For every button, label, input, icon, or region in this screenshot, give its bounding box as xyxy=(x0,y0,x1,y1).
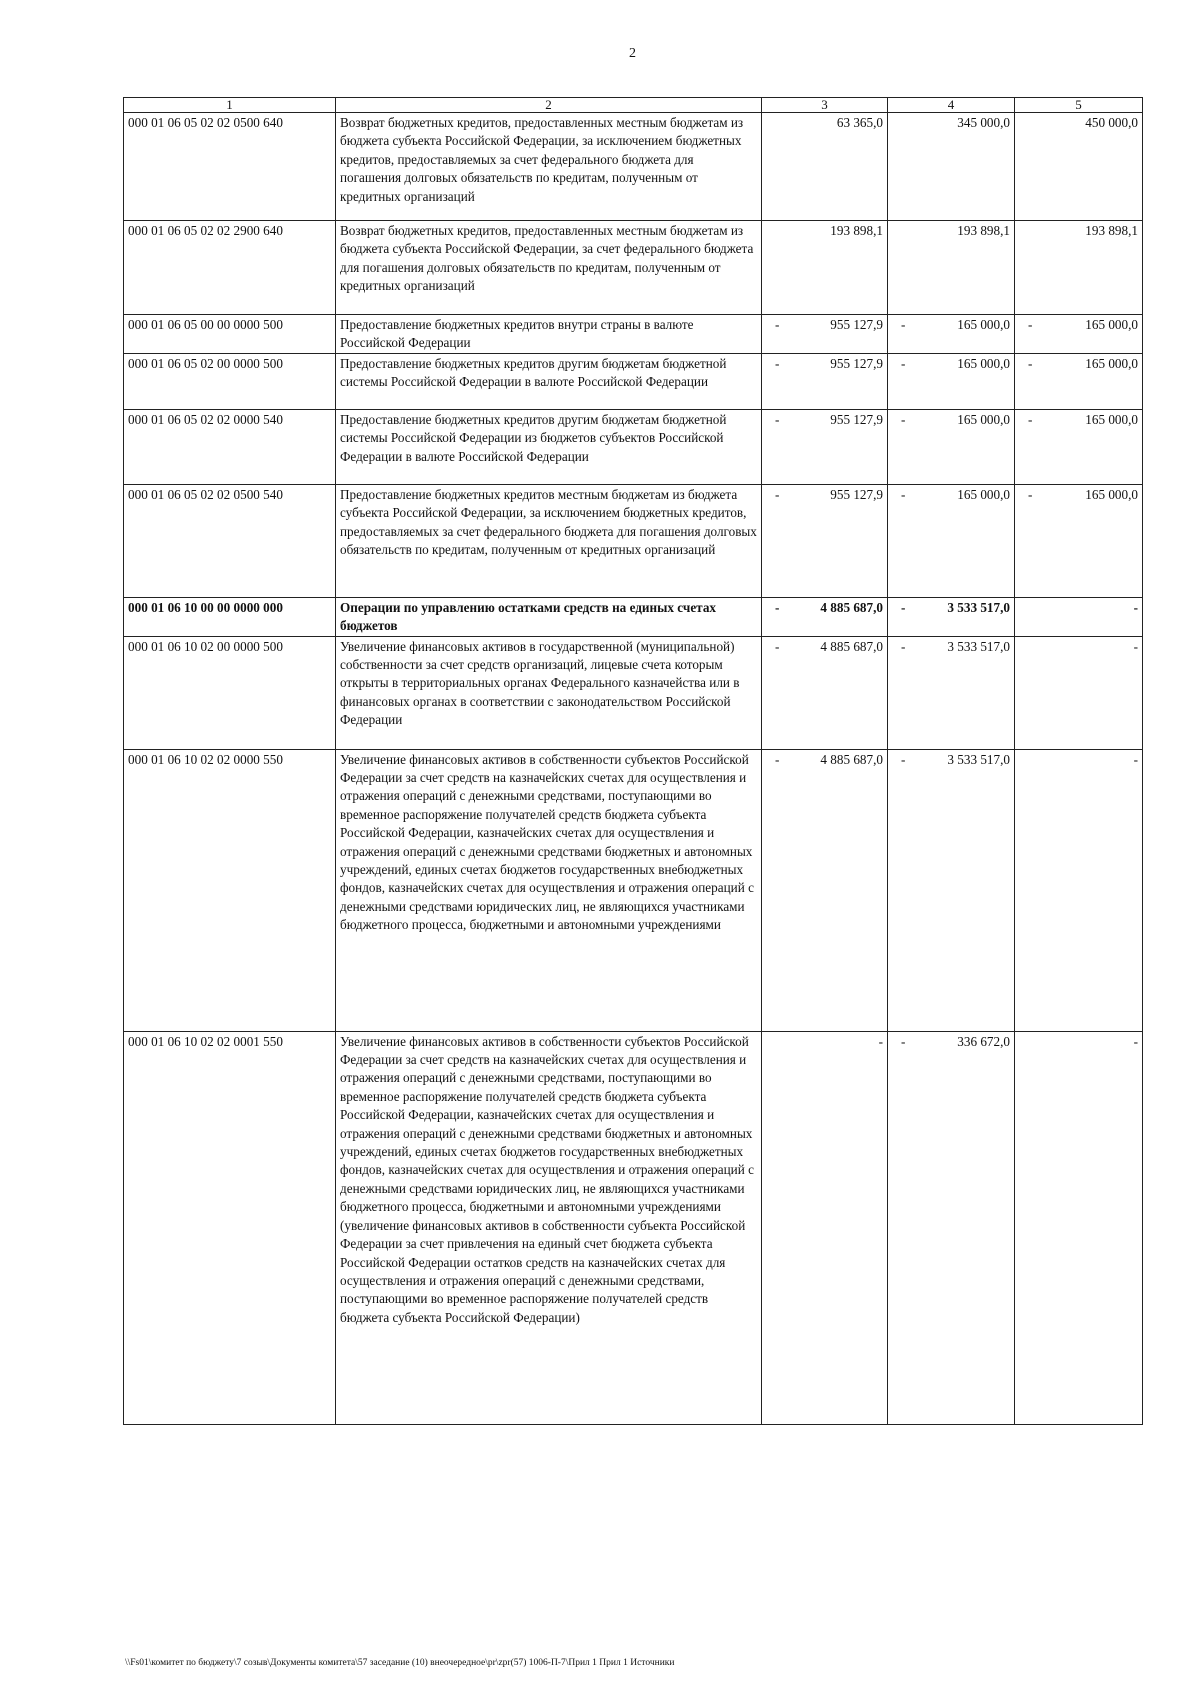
minus-sign: - xyxy=(901,317,906,332)
row-value-col5 xyxy=(1015,749,1143,1031)
row-value-col3 xyxy=(762,315,888,354)
value: 3 533 517,0 xyxy=(947,638,1010,654)
value: - xyxy=(1133,1033,1138,1049)
value: 4 885 687,0 xyxy=(820,751,883,767)
minus-sign: - xyxy=(1028,411,1033,427)
value: 955 127,9 xyxy=(830,486,883,502)
table-row xyxy=(124,315,1143,354)
table-row xyxy=(124,749,1143,1031)
table-row xyxy=(124,636,1143,749)
value: 3 533 517,0 xyxy=(947,751,1010,767)
minus-sign: - xyxy=(901,355,906,371)
minus-sign: - xyxy=(901,1033,906,1049)
value: 193 898,1 xyxy=(830,223,883,238)
value: 955 127,9 xyxy=(830,355,883,371)
minus-sign: - xyxy=(775,486,780,502)
value: 3 533 517,0 xyxy=(947,599,1010,615)
row-value-col4 xyxy=(888,113,1015,221)
column-header-3: 3 xyxy=(762,98,888,113)
minus-sign: - xyxy=(775,751,780,767)
row-description: Увеличение финансовых активов в государственной (муниципальной) собственности за счет средств организаций, лицевые счета которым открыты в территориальных органах Федерального казначейства или в финансовых органах в соответствии с законодательством Российской Федерации xyxy=(336,636,762,749)
minus-sign: - xyxy=(775,355,780,371)
minus-sign: - xyxy=(901,411,906,427)
row-code: 000 01 06 05 02 02 2900 640 xyxy=(124,221,336,315)
value: 63 365,0 xyxy=(836,115,883,130)
row-description: Предоставление бюджетных кредитов другим бюджетам бюджетной системы Российской Федерации в валюте Российской Федерации xyxy=(336,353,762,409)
value: 955 127,9 xyxy=(830,317,883,332)
row-code: 000 01 06 05 02 00 0000 500 xyxy=(124,353,336,409)
row-description: Увеличение финансовых активов в собственности субъектов Российской Федерации за счет средств на казначейских счетах для осуществления и отражения операций с денежными средствами, поступающими во временное распоряжение получателей средств бюджета субъекта Российской Федерации, казначейских счетах для осуществления и отражения операций с денежными средствами бюджетных и автономных учреждений, единых счетах бюджетов государственных внебюджетных фондов, казначейских счетах для осуществления и отражения операций с денежными средствами юридических лиц, не являющихся участниками бюджетного процесса, бюджетными и автономными учреждениями xyxy=(336,749,762,1031)
table-row xyxy=(124,1031,1143,1424)
value: 4 885 687,0 xyxy=(820,638,883,654)
row-value-col4 xyxy=(888,1031,1015,1424)
row-value-col4 xyxy=(888,353,1015,409)
row-value-col3 xyxy=(762,221,888,315)
minus-sign: - xyxy=(901,751,906,767)
value: 193 898,1 xyxy=(1085,223,1138,238)
row-value-col3 xyxy=(762,1031,888,1424)
value: 193 898,1 xyxy=(957,223,1010,238)
row-value-col3 xyxy=(762,113,888,221)
row-value-col3 xyxy=(762,636,888,749)
row-value-col4 xyxy=(888,597,1015,636)
minus-sign: - xyxy=(1028,355,1033,371)
minus-sign: - xyxy=(901,486,906,502)
row-value-col5 xyxy=(1015,409,1143,484)
value: 165 000,0 xyxy=(957,486,1010,502)
row-code: 000 01 06 10 00 00 0000 000 xyxy=(124,597,336,636)
value: 165 000,0 xyxy=(1085,355,1138,371)
row-value-col4 xyxy=(888,484,1015,597)
row-code: 000 01 06 05 02 02 0000 540 xyxy=(124,409,336,484)
row-value-col4 xyxy=(888,315,1015,354)
table-row xyxy=(124,597,1143,636)
minus-sign: - xyxy=(775,638,780,654)
value: - xyxy=(1133,751,1138,767)
row-value-col3 xyxy=(762,409,888,484)
value: 165 000,0 xyxy=(957,411,1010,427)
minus-sign: - xyxy=(775,317,780,332)
minus-sign: - xyxy=(775,411,780,427)
table-row xyxy=(124,484,1143,597)
minus-sign: - xyxy=(1028,317,1033,332)
value: - xyxy=(1133,599,1138,615)
row-description: Предоставление бюджетных кредитов внутри страны в валюте Российской Федерации xyxy=(336,315,762,354)
minus-sign: - xyxy=(901,599,906,615)
row-value-col3 xyxy=(762,597,888,636)
row-value-col3 xyxy=(762,749,888,1031)
value: 165 000,0 xyxy=(957,355,1010,371)
minus-sign: - xyxy=(775,599,780,615)
budget-sources-table xyxy=(123,97,1143,1425)
table-row xyxy=(124,409,1143,484)
table-row xyxy=(124,113,1143,221)
row-value-col5 xyxy=(1015,597,1143,636)
page-number: 2 xyxy=(629,46,636,61)
row-value-col5 xyxy=(1015,315,1143,354)
row-code: 000 01 06 05 02 02 0500 540 xyxy=(124,484,336,597)
minus-sign: - xyxy=(901,638,906,654)
row-value-col5 xyxy=(1015,113,1143,221)
row-code: 000 01 06 05 00 00 0000 500 xyxy=(124,315,336,354)
row-code: 000 01 06 10 02 00 0000 500 xyxy=(124,636,336,749)
row-value-col5 xyxy=(1015,221,1143,315)
row-description: Предоставление бюджетных кредитов местным бюджетам из бюджета субъекта Российской Федерации, за исключением бюджетных кредитов, предоставляемых за счет федерального бюджета для погашения долговых обязательств по кредитам, полученным от кредитных организаций xyxy=(336,484,762,597)
value: 345 000,0 xyxy=(957,115,1010,130)
row-value-col4 xyxy=(888,636,1015,749)
table-row xyxy=(124,221,1143,315)
row-description: Операции по управлению остатками средств на единых счетах бюджетов xyxy=(336,597,762,636)
value: - xyxy=(1133,638,1138,654)
table-header-row xyxy=(124,98,1143,113)
column-header-2: 2 xyxy=(336,98,762,113)
footer-file-path: \\Fs01\комитет по бюджету\7 созыв\Документы комитета\57 заседание (10) внеочередное\pr\zpr(57) 1006-П-7\Прил 1 Прил 1 Источники xyxy=(125,1658,675,1668)
row-value-col4 xyxy=(888,409,1015,484)
row-description: Увеличение финансовых активов в собственности субъектов Российской Федерации за счет средств на казначейских счетах для осуществления и отражения операций с денежными средствами, поступающими во временное распоряжение получателей средств бюджета субъекта Российской Федерации, казначейских счетах для осуществления и отражения операций с денежными средствами бюджетных и автономных учреждений, единых счетах бюджетов государственных внебюджетных фондов, казначейских счетах для осуществления и отражения операций с денежными средствами юридических лиц, не являющихся участниками бюджетного процесса, бюджетными и автономными учреждениями (увеличение финансовых активов в собственности субъекта Российской Федерации за счет привлечения на единый счет бюджета субъекта Российской Федерации остатков средств на казначейских счетах для осуществления и отражения операций с денежными средствами, поступающими во временное распоряжение получателей средств бюджета субъекта Российской Федерации) xyxy=(336,1031,762,1424)
value: 4 885 687,0 xyxy=(820,599,883,615)
row-value-col4 xyxy=(888,221,1015,315)
table-row xyxy=(124,353,1143,409)
value: 450 000,0 xyxy=(1085,115,1138,130)
value: - xyxy=(878,1033,883,1049)
row-code: 000 01 06 10 02 02 0000 550 xyxy=(124,749,336,1031)
value: 165 000,0 xyxy=(957,317,1010,332)
row-value-col4 xyxy=(888,749,1015,1031)
value: 955 127,9 xyxy=(830,411,883,427)
value: 165 000,0 xyxy=(1085,411,1138,427)
row-code: 000 01 06 05 02 02 0500 640 xyxy=(124,113,336,221)
row-value-col5 xyxy=(1015,484,1143,597)
value: 165 000,0 xyxy=(1085,486,1138,502)
row-value-col3 xyxy=(762,484,888,597)
row-code: 000 01 06 10 02 02 0001 550 xyxy=(124,1031,336,1424)
row-description: Предоставление бюджетных кредитов другим бюджетам бюджетной системы Российской Федерации из бюджетов субъектов Российской Федерации в валюте Российской Федерации xyxy=(336,409,762,484)
row-value-col3 xyxy=(762,353,888,409)
row-description: Возврат бюджетных кредитов, предоставленных местным бюджетам из бюджета субъекта Российской Федерации, за исключением бюджетных кредитов, предоставляемых за счет федерального бюджета для погашения долговых обязательств по кредитам, полученным от кредитных организаций xyxy=(336,113,762,221)
value: 165 000,0 xyxy=(1085,317,1138,332)
row-description: Возврат бюджетных кредитов, предоставленных местным бюджетам из бюджета субъекта Российской Федерации, за счет федерального бюджета для погашения долговых обязательств по кредитам, полученным от кредитных организаций xyxy=(336,221,762,315)
column-header-5: 5 xyxy=(1015,98,1143,113)
value: 336 672,0 xyxy=(957,1033,1010,1049)
minus-sign: - xyxy=(1028,486,1033,502)
column-header-1: 1 xyxy=(124,98,336,113)
column-header-4: 4 xyxy=(888,98,1015,113)
row-value-col5 xyxy=(1015,353,1143,409)
row-value-col5 xyxy=(1015,1031,1143,1424)
row-value-col5 xyxy=(1015,636,1143,749)
